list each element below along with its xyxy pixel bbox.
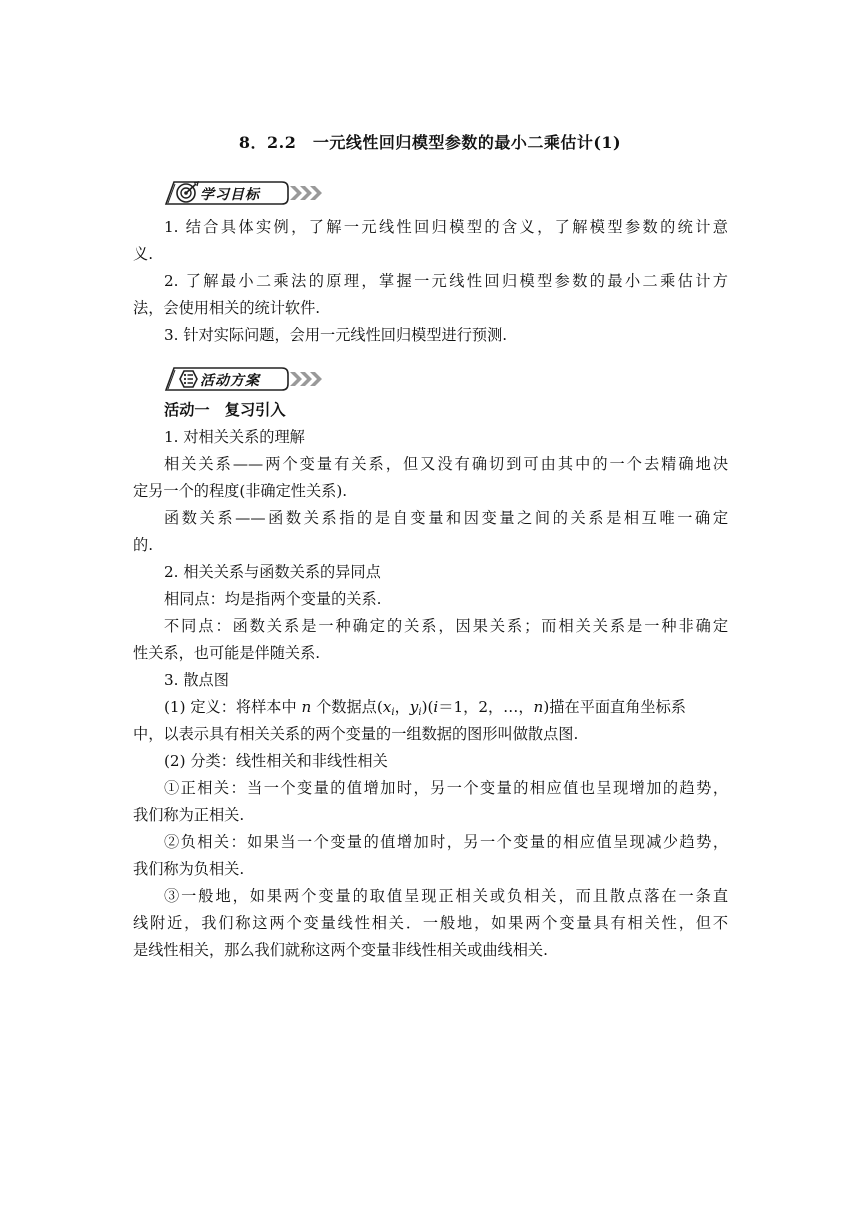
text-run: (1) 定义：将样本中 — [164, 698, 302, 716]
text-run: )描在平面直角坐标系 — [543, 698, 686, 716]
para-8-line-1 — [164, 697, 728, 717]
para-10-line-2: 我们称为正相关. — [133, 806, 245, 824]
activity-plan-banner — [160, 364, 325, 394]
para-2-line-1: 相关关系——两个变量有关系，但又没有确切到可由其中的一个去精确地决 — [164, 455, 728, 473]
text-run: )( — [421, 698, 434, 716]
para-4: 2. 相关关系与函数关系的异同点 — [164, 563, 381, 581]
math-var: n — [301, 698, 312, 716]
text-run: 个数据点( — [311, 698, 383, 716]
para-5: 相同点：均是指两个变量的关系. — [164, 590, 382, 608]
math-var: i — [433, 698, 439, 716]
math-subscript: i — [391, 707, 395, 718]
activity-1-heading: 活动一 复习引入 — [164, 401, 286, 419]
math-var: x — [382, 698, 392, 716]
para-2-line-2: 定另一个的程度(非确定性关系). — [133, 482, 348, 500]
para-11-line-1: ②负相关：如果当一个变量的值增加时，另一个变量的相应值呈现减少趋势， — [164, 833, 728, 851]
para-12-line-3: 是线性相关，那么我们就称这两个变量非线性相关或曲线相关. — [133, 941, 548, 959]
para-12-line-2: 线附近，我们称这两个变量线性相关．一般地，如果两个变量具有相关性，但不 — [133, 914, 728, 932]
goal-2-line-1: 2. 了解最小二乘法的原理，掌握一元线性回归模型参数的最小二乘估计方 — [164, 272, 728, 290]
para-3-line-2: 的. — [133, 536, 154, 554]
para-7: 3. 散点图 — [164, 671, 229, 689]
para-11-line-2: 我们称为负相关. — [133, 860, 245, 878]
goal-1-line-2: 义. — [133, 245, 154, 263]
para-12-line-1: ③一般地，如果两个变量的取值呈现正相关或负相关，而且散点落在一条直 — [164, 887, 728, 905]
goal-2-line-2: 法，会使用相关的统计软件. — [133, 299, 321, 317]
banner-label: 学习目标 — [200, 187, 260, 203]
para-10-line-1: ①正相关：当一个变量的值增加时，另一个变量的相应值也呈现增加的趋势， — [164, 779, 728, 797]
para-6-line-1: 不同点：函数关系是一种确定的关系，因果关系；而相关关系是一种非确定 — [164, 617, 728, 635]
banner-label: 活动方案 — [200, 373, 260, 389]
para-1: 1. 对相关关系的理解 — [164, 428, 305, 446]
goal-3-line: 3. 针对实际问题，会用一元线性回归模型进行预测. — [164, 326, 508, 344]
para-3-line-1: 函数关系——函数关系指的是自变量和因变量之间的关系是相互唯一确定 — [164, 509, 728, 527]
math-subscript: i — [418, 707, 422, 718]
goal-1-line-1: 1. 结合具体实例，了解一元线性回归模型的含义，了解模型参数的统计意 — [164, 218, 728, 236]
para-6-line-2: 性关系，也可能是伴随关系. — [133, 644, 321, 662]
text-run: ， — [394, 698, 410, 716]
learning-goals-banner — [160, 178, 325, 208]
para-9: (2) 分类：线性相关和非线性相关 — [164, 752, 388, 770]
text-run: ＝1，2，…， — [438, 698, 534, 716]
math-var: y — [409, 698, 419, 716]
page-title: 8．2.2 一元线性回归模型参数的最小二乘估计(1) — [238, 133, 622, 152]
para-8-line-2: 中，以表示具有相关关系的两个变量的一组数据的图形叫做散点图. — [133, 725, 579, 743]
math-var: n — [533, 698, 544, 716]
